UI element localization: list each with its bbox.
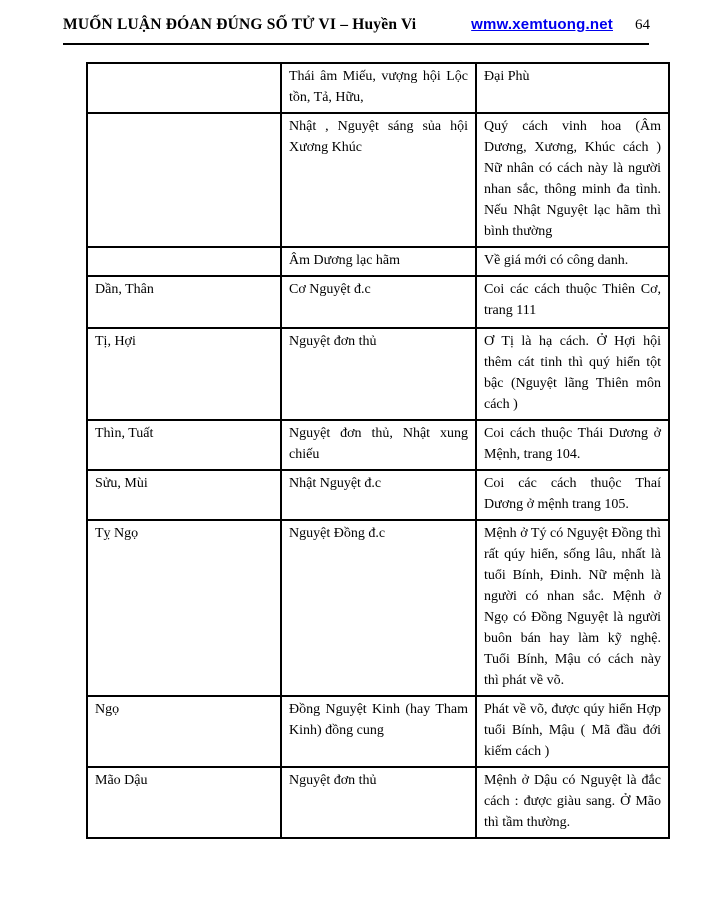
table-cell-col3: Mệnh ở Dậu có Nguyệt là đắc cách : được giàu sang. Ở Mão thì tầm thường. bbox=[476, 767, 669, 838]
table-row bbox=[87, 328, 669, 420]
table-cell-col2: Nguyệt đơn thủ bbox=[281, 767, 476, 838]
header-divider bbox=[63, 43, 649, 45]
table-cell-col1: Ngọ bbox=[87, 696, 281, 767]
header-right-group bbox=[471, 16, 650, 34]
table-cell-col3: Coi cách thuộc Thái Dương ở Mệnh, trang 104. bbox=[476, 420, 669, 470]
table-cell-col2: Âm Dương lạc hãm bbox=[281, 247, 476, 276]
table-cell-col1 bbox=[87, 63, 281, 113]
table-cell-col2: Nhật Nguyệt đ.c bbox=[281, 470, 476, 520]
table-cell-col2: Nguyệt đơn thủ bbox=[281, 328, 476, 420]
table-row bbox=[87, 696, 669, 767]
table-cell-col1: Mão Dậu bbox=[87, 767, 281, 838]
table-row bbox=[87, 113, 669, 247]
table-cell-col3: Mệnh ở Tý có Nguyệt Đồng thì rất qúy hiển, sống lâu, nhất là tuổi Bính, Đinh. Nữ mệnh là người có nhan sắc. Mệnh ở Ngọ có Đồng Nguyệt là người buôn bán hay làm kỹ nghệ. Tuổi Bính, Mậu có cách này thì phát về võ. bbox=[476, 520, 669, 696]
table-row bbox=[87, 276, 669, 328]
table-cell-col1 bbox=[87, 247, 281, 276]
table-cell-col3: Phát về võ, được qúy hiển Hợp tuổi Bính, Mậu ( Mã đầu đới kiếm cách ) bbox=[476, 696, 669, 767]
table-row bbox=[87, 470, 669, 520]
table-cell-col3: Quý cách vinh hoa (Âm Dương, Xương, Khúc cách ) Nữ nhân có cách này là người nhan sắc, thông minh đa tình. Nếu Nhật Nguyệt lạc hãm thì bình thường bbox=[476, 113, 669, 247]
table-cell-col1: Sửu, Mùi bbox=[87, 470, 281, 520]
table-cell-col1: Tỵ Ngọ bbox=[87, 520, 281, 696]
site-link[interactable]: wmw.xemtuong.net bbox=[471, 16, 613, 33]
page-header bbox=[63, 16, 650, 34]
table-cell-col1: Tị, Hợi bbox=[87, 328, 281, 420]
table-cell-col3: Về giá mới có công danh. bbox=[476, 247, 669, 276]
table-row bbox=[87, 247, 669, 276]
content-table bbox=[86, 62, 670, 839]
table-row bbox=[87, 420, 669, 470]
table-cell-col3: Coi các cách thuộc Thiên Cơ, trang 111 bbox=[476, 276, 669, 328]
table-row bbox=[87, 520, 669, 696]
table-cell-col2: Nguyệt Đồng đ.c bbox=[281, 520, 476, 696]
table-cell-col1: Dần, Thân bbox=[87, 276, 281, 328]
table-cell-col3: Ơ Tị là hạ cách. Ở Hợi hội thêm cát tinh thì quý hiển tột bậc (Nguyệt lãng Thiên môn cách ) bbox=[476, 328, 669, 420]
table-row bbox=[87, 767, 669, 838]
table-cell-col2: Nhật , Nguyệt sáng sủa hội Xương Khúc bbox=[281, 113, 476, 247]
table-cell-col3: Đại Phù bbox=[476, 63, 669, 113]
table-row bbox=[87, 63, 669, 113]
table-cell-col2: Nguyệt đơn thủ, Nhật xung chiếu bbox=[281, 420, 476, 470]
document-title: MUỐN LUẬN ĐÓAN ĐÚNG SỐ TỬ VI – Huyền Vi bbox=[63, 16, 417, 33]
table-cell-col2: Đồng Nguyệt Kinh (hay Tham Kinh) đồng cung bbox=[281, 696, 476, 767]
table-cell-col3: Coi các cách thuộc Thaí Dương ở mệnh trang 105. bbox=[476, 470, 669, 520]
table-cell-col2: Thái âm Miếu, vượng hội Lộc tồn, Tả, Hữu, bbox=[281, 63, 476, 113]
page-number: 64 bbox=[635, 17, 650, 33]
table-cell-col2: Cơ Nguyệt đ.c bbox=[281, 276, 476, 328]
table-cell-col1: Thìn, Tuất bbox=[87, 420, 281, 470]
table-body bbox=[87, 63, 669, 838]
table-cell-col1 bbox=[87, 113, 281, 247]
